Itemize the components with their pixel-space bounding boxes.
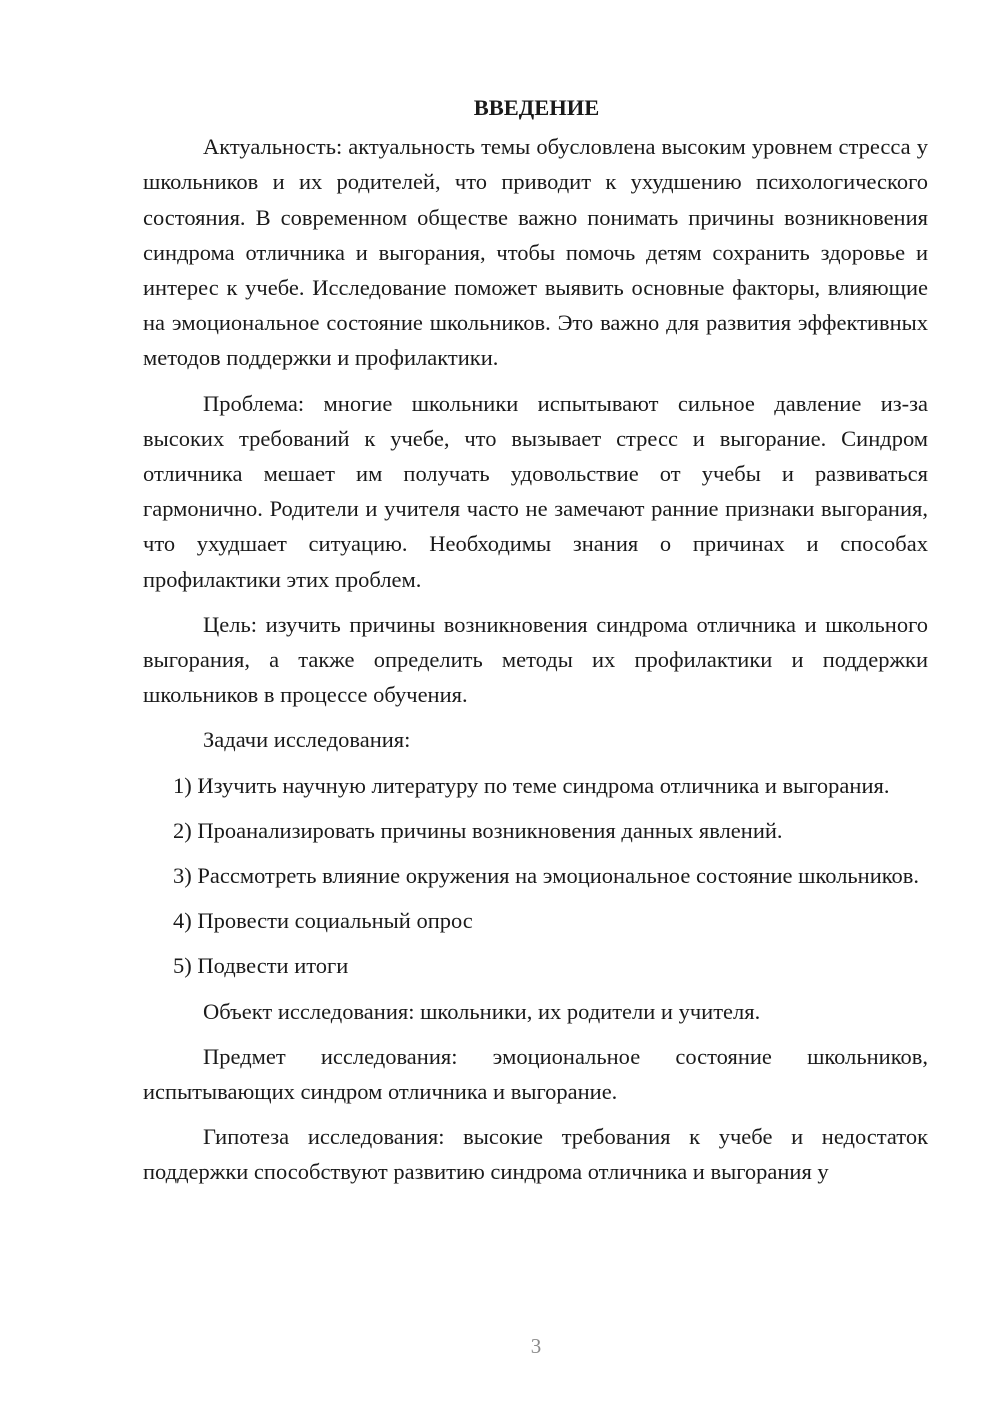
relevance-paragraph: Актуальность: актуальность темы обусловлена высоким уровнем стресса у школьников и их родителей, что приводит к ухудшению психологического состояния. В современном обществе важно понимать причины возникновения синдрома отличника и выгорания, чтобы помочь детям сохранить здоровье и интерес к учебе. Исследование поможет выявить основные факторы, влияющие на эмоциональное состояние школьников. Это важно для развития эффективных методов поддержки и профилактики. [143, 134, 928, 371]
task-item-3: 3) Рассмотреть влияние окружения на эмоциональное состояние школьников. [173, 863, 920, 889]
hypothesis-paragraph: Гипотеза исследования: высокие требования к учебе и недостаток поддержки способствуют развитию синдрома отличника и выгорания у [143, 1124, 928, 1185]
page-content [143, 90, 928, 1200]
section-heading: ВВЕДЕНИЕ [473, 95, 600, 120]
task-item-5: 5) Подвести итоги [173, 953, 349, 979]
object-paragraph: Объект исследования: школьники, их родители и учителя. [203, 998, 761, 1024]
task-item-1: 1) Изучить научную литературу по теме синдрома отличника и выгорания. [173, 772, 890, 798]
task-item-2: 2) Проанализировать причины возникновения данных явлений. [173, 817, 783, 843]
tasks-heading: Задачи исследования: [203, 727, 411, 753]
problem-paragraph: Проблема: многие школьники испытывают сильное давление из-за высоких требований к учебе, что вызывает стресс и выгорание. Синдром отличника мешает им получать удовольствие от учебы и развиваться гармонично. Родители и учителя часто не замечают ранние признаки выгорания, что ухудшает ситуацию. Необходимы знания о причинах и способах профилактики этих проблем. [143, 390, 928, 592]
subject-paragraph: Предмет исследования: эмоциональное состояние школьников, испытывающих синдром отличника и выгорание. [143, 1043, 928, 1105]
goal-paragraph: Цель: изучить причины возникновения синдрома отличника и школьного выгорания, а также определить методы их профилактики и поддержки школьников в процессе обучения. [143, 611, 928, 708]
page-number: 3 [530, 1334, 542, 1358]
task-item-4: 4) Провести социальный опрос [173, 908, 473, 934]
